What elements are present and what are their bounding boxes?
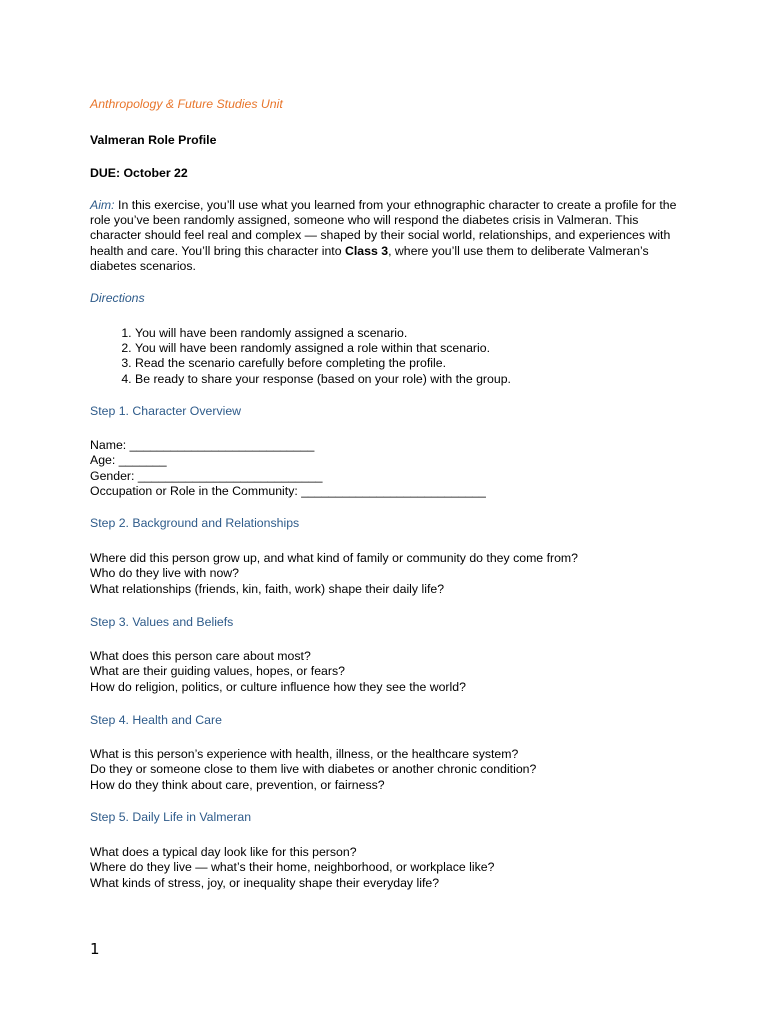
unit-title: Anthropology & Future Studies Unit <box>90 97 283 111</box>
step-3-questions <box>90 649 466 695</box>
question-line: What is this person’s experience with health, illness, or the healthcare system? <box>90 747 519 761</box>
occupation-field: Occupation or Role in the Community: ___________________________ <box>90 484 486 499</box>
question-line: What kinds of stress, joy, or inequality shape their everyday life? <box>90 875 440 890</box>
question-line: What relationships (friends, kin, faith, work) shape their daily life? <box>90 581 445 596</box>
directions-heading: Directions <box>90 291 145 305</box>
list-item: 4. Be ready to share your response (based on your role) with the group. <box>135 372 511 387</box>
question-line: How do religion, politics, or culture influence how they see the world? <box>90 679 466 694</box>
step-2-heading: Step 2. Background and Relationships <box>90 516 300 530</box>
step-4-heading: Step 4. Health and Care <box>90 713 222 727</box>
list-item: 2. You will have been randomly assigned a role within that scenario. <box>135 341 511 356</box>
aim-paragraph <box>90 198 680 274</box>
step-5-questions <box>90 845 494 891</box>
page-number: 1 <box>90 940 100 958</box>
step-4-questions <box>90 747 536 793</box>
directions-list <box>90 326 511 387</box>
aim-text-before: In this exercise, you’ll use what you learned from your ethnographic character to create a profile for the role you’ve been randomly assigned, someone who will respond the diabetes crisis in Valmeran. This character should feel real and complex — shaped by their social world, relationships, and experiences with health and care. You’ll bring this character into <box>90 198 677 258</box>
aim-bold-class: Class 3 <box>344 243 389 258</box>
question-line: Who do they live with now? <box>90 566 240 581</box>
age-field: Age: _______ <box>90 453 167 468</box>
question-line: Where do they live — what’s their home, neighborhood, or workplace like? <box>90 860 495 875</box>
list-item: 3. Read the scenario carefully before completing the profile. <box>135 356 511 371</box>
question-line: How do they think about care, prevention, or fairness? <box>90 777 385 792</box>
question-line: Do they or someone close to them live with diabetes or another chronic condition? <box>90 762 537 777</box>
question-line: Where did this person grow up, and what kind of family or community do they come from? <box>90 551 578 565</box>
list-item: 1. You will have been randomly assigned a scenario. <box>135 326 511 341</box>
document-title: Valmeran Role Profile <box>90 133 217 147</box>
question-line: What does a typical day look like for this person? <box>90 845 357 859</box>
step-3-heading: Step 3. Values and Beliefs <box>90 615 234 629</box>
step-1-fields <box>90 438 486 500</box>
step-2-questions <box>90 551 578 597</box>
aim-text-after: , where you’ll use them to deliberate Valmeran’s diabetes scenarios. <box>90 243 649 273</box>
due-date: DUE: October 22 <box>90 166 188 180</box>
step-5-heading: Step 5. Daily Life in Valmeran <box>90 810 252 824</box>
question-line: What does this person care about most? <box>90 649 311 663</box>
step-1-heading: Step 1. Character Overview <box>90 404 242 418</box>
aim-label: Aim: <box>90 198 115 212</box>
question-line: What are their guiding values, hopes, or fears? <box>90 664 345 679</box>
gender-field: Gender: ___________________________ <box>90 468 323 483</box>
name-field: Name: ___________________________ <box>90 438 315 452</box>
